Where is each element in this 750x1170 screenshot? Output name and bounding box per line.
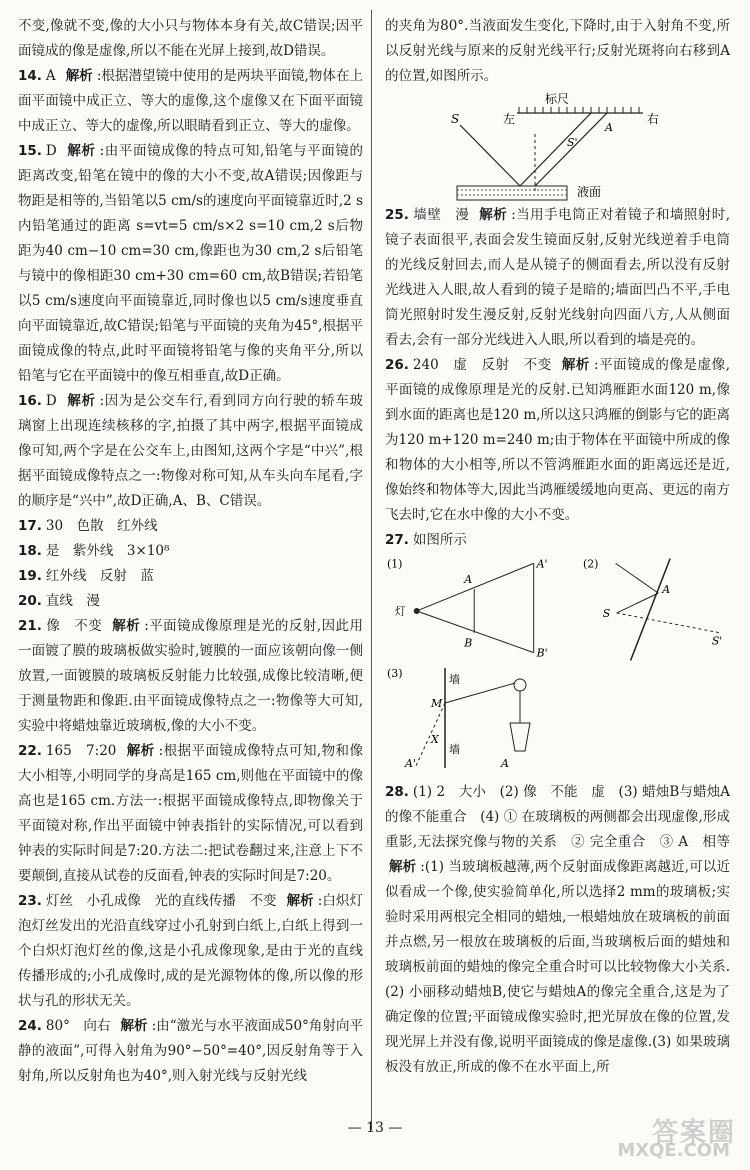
S-prime-label: S' [567,136,578,149]
incident-ray [460,125,520,186]
B-label-1: B [464,636,473,650]
figure-27-1 [385,553,573,663]
reflected-ray-new [535,113,607,186]
girl-figure [510,679,530,751]
mirror-image-dashed [415,703,445,768]
answer-22: 22. 165 7:20 解析 :根据平面镜成像特点可知,物和像大小相等,小明同学的身高是165 cm,则他在平面镜中的像高也是165 cm.方法一:根据平面镜成像特点,即物像关于平面镜对称,作出平面镜中钟表指针的实际情况,可以看到钟表的实际时间是7:20.方法二:把试卷翻过来,注意上下不要颠倒,直接从试卷的反面看,钟表的实际时间是7:20。 [18,743,363,884]
liquid-body [457,186,567,200]
S-prime-label-2: S' [712,634,723,648]
answer-26: 26. 240 虚 反射 不变 解析 :平面镜成的像是虚像,平面镜的成像原理是光的反射.已知鸿雁距水面120 m,像到水面的距离也是120 m,所以这只鸿雁的倒影与它的距离为120 m+120 m=240 m;由于物体在平面镜中所成的像和物体的大小相等,所以不管鸿雁距水面的距离远还是近,像始终和物体等大,因此当鸿雁缓缓地向更高、更远的南方飞去时,它在水中像的大小不变。 [385,357,730,523]
answer-23: 23. 灯丝 小孔成像 光的直线传播 不变 解析 :白炽灯泡灯丝发出的光沿直线穿过小孔射到白纸上,白纸上得到一个白炽灯泡灯丝的像,这是小孔成像现象,是由于光的直线传播形成的;小孔成像时,成的是光源物体的像,所以像的形状与孔的形状无关。 [18,893,363,1009]
figure-27-row [385,553,730,663]
A-label-1: A [464,573,473,587]
ray-upper [417,563,534,611]
S-label-2: S [603,606,611,620]
answer-16: 16. D 解析 :因为是公交车行,看到同方向行驶的轿车玻璃窗上出现连续核移的字,拍摄了其中两字,根据平面镜成像可知,两个字是在公交车上,由图知,这两个字是“中兴”,根据平面镜成像特点之一:物像对称可知,从车头向车尾看,字的顺序是“兴中”,故D正确,A、B、C错误。 [18,393,363,509]
answer-24: 24. 80° 向右 解析 :由“激光与水平液面成50°角射向平静的液面”,可得入射角为90°−50°=40°,因反射角等于入射角,所以反射角也为40°,则入射光线与反射光线 [18,1018,363,1084]
watermark-logo: 答案圈 [651,1118,736,1148]
X-label: X [431,733,439,746]
A-label-2: A [662,583,671,597]
fig27-1-label: (1) [386,557,403,571]
wall-label-top: 墙 [449,673,460,686]
A-label: A [605,121,613,134]
answer-14: 14. A 解析 :根据潜望镜中使用的是两块平面镜,物体在上面平面镜中成正立、等大的虚像,这个虚像又在下面平面镜中成正立、等大的虚像,所以眼睛看到正立、等大的虚像。 [18,68,364,134]
liquid-label: 液面 [577,185,602,199]
answer-15: 15. D 解析 :由平面镜成像的特点可知,铅笔与平面镜的距离改变,铅笔在镜中的像的大小不变,故A错误;因像距与物距是相等的,当铅笔以5 cm/s的速度向平面镜靠近时,2 s内铅笔通过的距离 s=vt=5 cm/s×2 s=10 cm,2 s后物距为40 cm−10 cm=30 cm,像距也为30 cm,2 s后铅笔与镜中的像相距30 cm+30 cm=60 cm,故B错误;若铅笔以5 cm/s速度向平面镜靠近,同时像也以5 cm/s速度垂直向平面镜靠近,故C错误;铅笔与平面镜的夹角为45°,根据平面镜成像的特点,此时平面镜将铅笔与像的夹角平分,所以铅笔与它在平面镜中的像互相垂直,故D正确。 [18,143,363,384]
right-column [385,14,730,1080]
answer-18: 18. 是 紫外线 3×10⁸ [18,543,170,559]
q24-continuation: 的夹角为80°.当液面发生变化,下降时,由于入射角不变,所以反射光线与原来的反射光线平行;反射光斑将向右移到A的位置,如图所示。 [385,18,730,84]
q13-continuation: 不变,像就不变,像的大小只与物体本身有关,故C错误;因平面镜成的像是虚像,所以不能在光屏上接到,故D错误。 [18,18,363,59]
figure-27-3 [385,663,730,771]
M-label: M [431,697,443,710]
figure-24-reflection [385,91,730,201]
answer-28: 28. (1) 2 大小 (2) 像 不能 虚 (3) 蜡烛B与蜡烛A的像不能重合 (4) ① 在玻璃板的两侧都会出现虚像,形成重影,无法探究像与物的关系 ② 完全重合 ③ A 相等解析 :(1) 当玻璃板越薄,两个反射面成像距离越近,可以近似看成一个像,使实验简单化,所以选择2 mm的玻璃板;实验时采用两根完全相同的蜡烛,一根蜡烛放在玻璃板的前面并点燃,另一根放在玻璃板的后面,当玻璃板后面的蜡烛和玻璃板前面的蜡烛的像完全重合时可以比较物像大小关系.(2) 小丽移动蜡烛B,使它与蜡烛A的像完全重合,这是为了确定像的位置;平面镜成像实验时,把光屏放在像的位置,发现光屏上并没有像,说明平面镜成的像是虚像.(3) 如果玻璃板没有放正,所成的像不在水平面上,所 [385,784,731,1075]
wall-label-bottom: 墙 [449,743,460,756]
sight-line [445,683,515,703]
ray-in [616,563,659,593]
ruler-right-label: 右 [647,112,660,126]
fig27-3-label: (3) [387,667,403,680]
source-S-label: S [451,112,460,126]
answer-27: 27. 如图所示 [385,532,467,548]
answer-25: 25. 墙壁 漫 解析 :当用手电筒正对着镜子和墙照射时,镜子表面很平,表面会发生镜面反射,反射光线逆着手电筒的光线反射回去,而人是从镜子的侧面看去,所以没有反射光线进入人眼,故人看到的镜子是暗的;墙面凹凸不平,手电筒光照射时发生漫反射,反射光线射向四面八方,人从侧面看去,会有一部分光线进入人眼,所以看到的墙是亮的。 [385,207,731,348]
mirror-line [631,558,671,660]
ray-lower [417,611,534,653]
ruler-label: 标尺 [545,92,570,106]
answer-21: 21. 像 不变 解析 :平面镜成像原理是光的反射,因此用一面镀了膜的玻璃板做实验时,镀膜的一面应该朝向像一侧放置,一面镀膜的玻璃板反射能力比较强,成像比较清晰,便于测量物距和像距.由平面镜成像特点之一:物像等大可知,实验中将蜡烛靠近玻璃板,像的大小不变。 [18,618,364,734]
left-column [18,14,363,1089]
answer-20: 20. 直线 漫 [18,593,100,609]
B-prime-label-1: B' [536,646,548,660]
image-dashed [617,613,720,633]
A-prime-label-3: A' [405,757,416,770]
ray-out [617,593,659,613]
reflected-ray [520,113,591,186]
watermark-url: MXQE.COM [617,1140,730,1161]
A-label-3: A [501,757,509,770]
answer-17: 17. 30 色散 红外线 [18,518,158,534]
figure-27-2 [581,553,730,663]
lamp-label: 灯 [394,604,406,618]
fig27-2-label: (2) [583,557,599,571]
answer-19: 19. 红外线 反射 蓝 [18,568,154,584]
ruler-left-label: 左 [503,112,516,126]
ruler-ticks [519,107,639,113]
column-divider [371,10,372,1130]
A-prime-label-1: A' [536,557,548,571]
page-number: — 13 — [347,1120,403,1136]
